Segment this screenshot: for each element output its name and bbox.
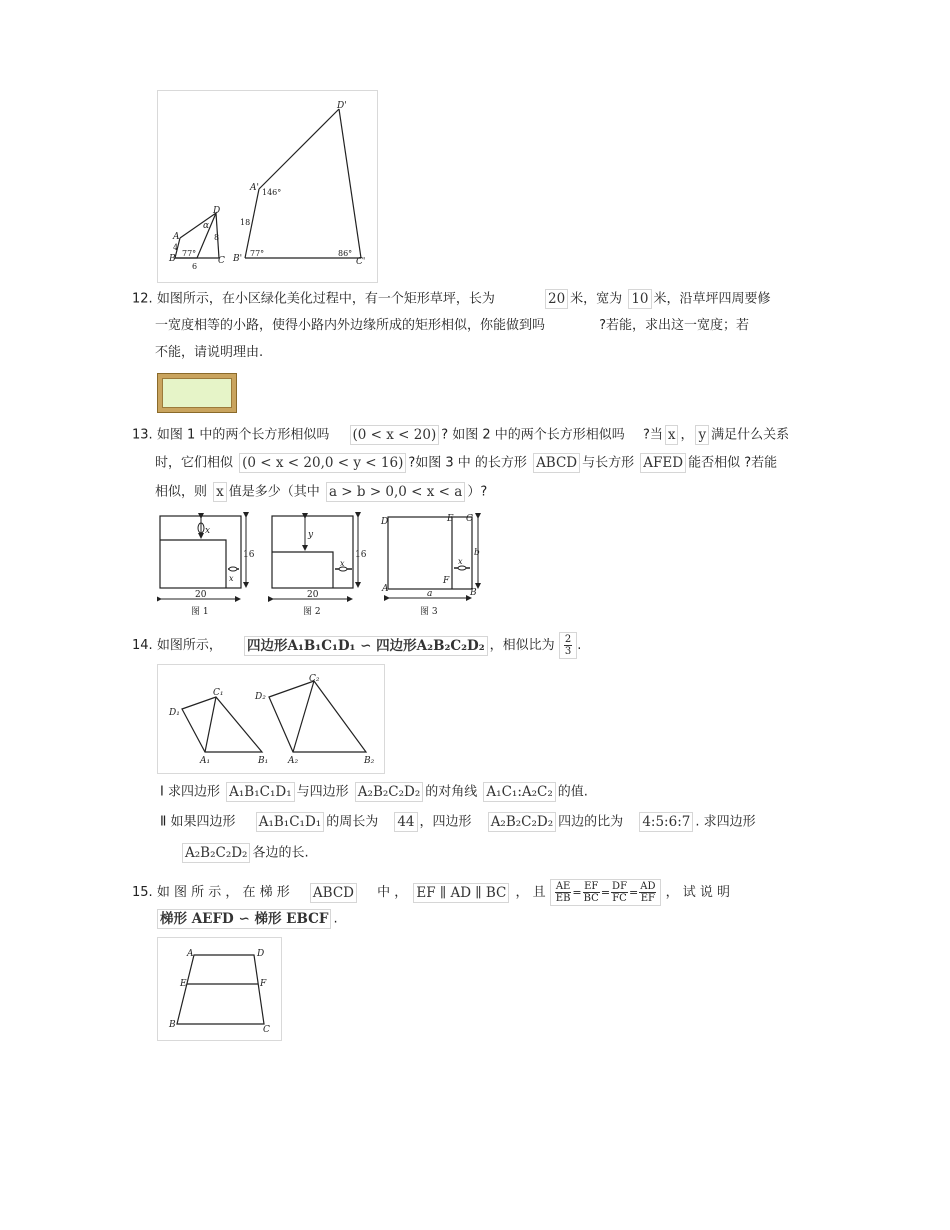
q13-text: ?当 xyxy=(642,427,663,443)
q13-text: 相似，则 xyxy=(155,484,208,500)
ratio-equation xyxy=(550,879,662,906)
label-20: 20 xyxy=(307,590,319,600)
label-x: x xyxy=(340,559,345,568)
condition-1: (0 < x < 20) xyxy=(350,425,440,445)
label-E: E xyxy=(447,514,454,524)
frac-numerator: AD xyxy=(640,881,656,892)
q15-text: 中 ， xyxy=(377,885,408,900)
q13-text: 如图 1 中的两个长方形相似吗 xyxy=(156,427,330,443)
label-A: A xyxy=(382,584,389,594)
q14-text: 各边的长. xyxy=(252,845,309,861)
question-number: 13. xyxy=(132,427,153,443)
equals-sign: = xyxy=(600,886,611,899)
label-C-prime: C' xyxy=(356,257,366,267)
perimeter-value: 44 xyxy=(394,812,417,832)
label-C: C xyxy=(263,1025,270,1035)
trapezoid-figure xyxy=(157,937,282,1041)
equals-sign: = xyxy=(572,886,582,899)
figure-3 xyxy=(380,514,480,617)
ratio-numerator: 2 xyxy=(564,634,572,645)
condition-3: a > b > 0,0 < x < a xyxy=(326,482,465,502)
similar-quadrilaterals-figure xyxy=(157,90,378,283)
label-77b: 77° xyxy=(250,249,265,258)
q13-text: 能否相似 ?若能 xyxy=(688,455,778,471)
quad-A2B2C2D2: A₂B₂C₂D₂ xyxy=(182,843,250,863)
label-B: B xyxy=(169,1020,176,1030)
question-number: 15. xyxy=(132,885,153,900)
caption-figure-1: 图 1 xyxy=(191,607,209,617)
label-8: 8 xyxy=(214,233,220,242)
equals-sign: = xyxy=(629,886,639,899)
caption-figure-2: 图 2 xyxy=(303,607,321,617)
label-B1: B₁ xyxy=(258,756,269,766)
var-x: x xyxy=(213,482,227,502)
q12-text: 米，宽为 xyxy=(570,291,623,307)
label-C: C xyxy=(466,514,473,524)
quad-A2B2C2D2: A₂B₂C₂D₂ xyxy=(488,812,556,832)
q14-text: 的值. xyxy=(557,784,588,800)
label-B: B xyxy=(470,588,477,598)
q13-text: ? 如图 2 中的两个长方形相似吗 xyxy=(441,427,625,443)
frac-numerator: DF xyxy=(612,881,628,892)
q14-text: 与四边形 xyxy=(296,784,349,800)
label-b: b xyxy=(474,548,480,558)
frac-denominator: EF xyxy=(640,893,655,904)
q13-text: ， xyxy=(680,427,694,443)
diagonal-ratio: A₁C₁:A₂C₂ xyxy=(483,782,555,802)
label-E: E xyxy=(180,979,187,989)
q14-text: 的对角线 xyxy=(425,784,478,800)
label-C: C xyxy=(218,256,225,266)
trapezoid-ABCD: ABCD xyxy=(310,883,357,903)
q13-text: ?如图 3 中 的长方形 xyxy=(408,455,527,471)
q12-text: 一宽度相等的小路，使得小路内外边缘所成的矩形相似，你能做到吗 xyxy=(155,318,546,333)
width-value: 10 xyxy=(628,289,651,309)
q14-text: 求四边形 xyxy=(167,784,220,800)
label-4: 4 xyxy=(173,243,179,252)
quadrilaterals-figure xyxy=(157,664,385,774)
label-F: F xyxy=(443,576,450,586)
label-16: 16 xyxy=(243,550,255,560)
q15-text: ， 且 xyxy=(515,885,546,900)
q12-text: 米，沿草坪四周要修 xyxy=(653,291,771,307)
q12-text: ?若能，求出这一宽度；若 xyxy=(599,318,750,333)
part-numeral: Ⅱ xyxy=(160,814,167,830)
figure-2 xyxy=(272,516,367,617)
label-D: D xyxy=(213,206,221,216)
rect-ABCD: ABCD xyxy=(533,453,580,473)
similarity-statement: 梯形 AEFD ∽ 梯形 EBCF xyxy=(157,909,331,929)
label-x: x xyxy=(205,526,211,536)
quad-A2B2C2D2: A₂B₂C₂D₂ xyxy=(355,782,423,802)
label-77a: 77° xyxy=(182,249,197,258)
rect-AFED: AFED xyxy=(640,453,686,473)
q14-text: . xyxy=(577,638,582,653)
q13-text: 时，它们相似 xyxy=(155,455,234,471)
side-ratio: 4:5:6:7 xyxy=(639,812,693,832)
rectangles-figure xyxy=(157,511,482,619)
label-F: F xyxy=(260,979,267,989)
frac-denominator: BC xyxy=(583,893,599,904)
label-A: A xyxy=(187,949,194,959)
label-D: D xyxy=(381,517,389,527)
label-alpha: α xyxy=(203,221,210,231)
q15-text: 如 图 所 示 ， 在 梯 形 xyxy=(156,885,290,900)
label-20: 20 xyxy=(195,590,207,600)
frac-numerator: EF xyxy=(584,881,599,892)
q14-text: 如果四边形 xyxy=(170,814,236,830)
label-a: a xyxy=(427,589,433,599)
q14-text: ，四边形 xyxy=(419,814,472,830)
var-y: y xyxy=(695,425,709,445)
q14-text: 如图所示， xyxy=(156,638,222,653)
q12-text: 不能，请说明理由. xyxy=(155,345,264,360)
caption-figure-3: 图 3 xyxy=(420,607,438,617)
label-D-prime: D' xyxy=(337,101,347,111)
condition-2: (0 < x < 20,0 < y < 16) xyxy=(239,453,406,473)
label-16: 16 xyxy=(355,550,367,560)
q13-text: 值是多少（其中 xyxy=(228,484,320,500)
q14-text: . 求四边形 xyxy=(695,814,756,830)
q13-text: 满足什么关系 xyxy=(711,427,790,443)
ratio-fraction xyxy=(559,632,577,659)
q14-text: ，相似比为 xyxy=(489,638,555,653)
q14-text: 的周长为 xyxy=(326,814,379,830)
quad-A1B1C1D1: A₁B₁C₁D₁ xyxy=(226,782,294,802)
label-18: 18 xyxy=(240,218,251,227)
label-D: D xyxy=(257,949,265,959)
q15-text: . xyxy=(333,911,338,927)
q13-text: ）? xyxy=(467,484,488,500)
q15-text: ， 试 说 明 xyxy=(665,885,731,900)
var-x: x xyxy=(665,425,679,445)
label-86: 86° xyxy=(338,249,353,258)
label-C2: C₂ xyxy=(309,674,320,684)
label-D1: D₁ xyxy=(169,708,180,718)
label-A-prime: A' xyxy=(250,183,259,193)
similarity-statement: 四边形A₁B₁C₁D₁ ∽ 四边形A₂B₂C₂D₂ xyxy=(244,636,488,656)
lawn-figure xyxy=(157,373,237,413)
frac-denominator: FC xyxy=(612,893,627,904)
frac-numerator: AE xyxy=(555,881,571,892)
label-B2: B₂ xyxy=(364,756,375,766)
parallel-statement: EF ∥ AD ∥ BC xyxy=(413,883,509,903)
label-A2: A₂ xyxy=(288,756,299,766)
label-A1: A₁ xyxy=(200,756,211,766)
figure-1 xyxy=(160,516,255,617)
label-D2: D₂ xyxy=(255,692,266,702)
label-B-prime: B' xyxy=(233,254,243,264)
label-x: x xyxy=(229,574,234,583)
question-number: 14. xyxy=(132,638,153,653)
quad-A1B1C1D1: A₁B₁C₁D₁ xyxy=(256,812,324,832)
label-A: A xyxy=(173,232,180,242)
label-x: x xyxy=(458,557,463,566)
label-6: 6 xyxy=(192,262,198,271)
ratio-denominator: 3 xyxy=(564,646,572,657)
label-B: B xyxy=(169,254,176,264)
q12-text: 如图所示，在小区绿化美化过程中，有一个矩形草坪，长为 xyxy=(156,291,495,307)
label-C1: C₁ xyxy=(213,688,224,698)
frac-denominator: EB xyxy=(555,893,571,904)
length-value: 20 xyxy=(545,289,568,309)
question-number: 12. xyxy=(132,291,153,307)
q14-text: 四边的比为 xyxy=(558,814,624,830)
part-numeral: Ⅰ xyxy=(160,784,164,800)
label-146: 146° xyxy=(262,188,282,197)
q13-text: 与长方形 xyxy=(582,455,635,471)
label-y: y xyxy=(308,530,314,540)
